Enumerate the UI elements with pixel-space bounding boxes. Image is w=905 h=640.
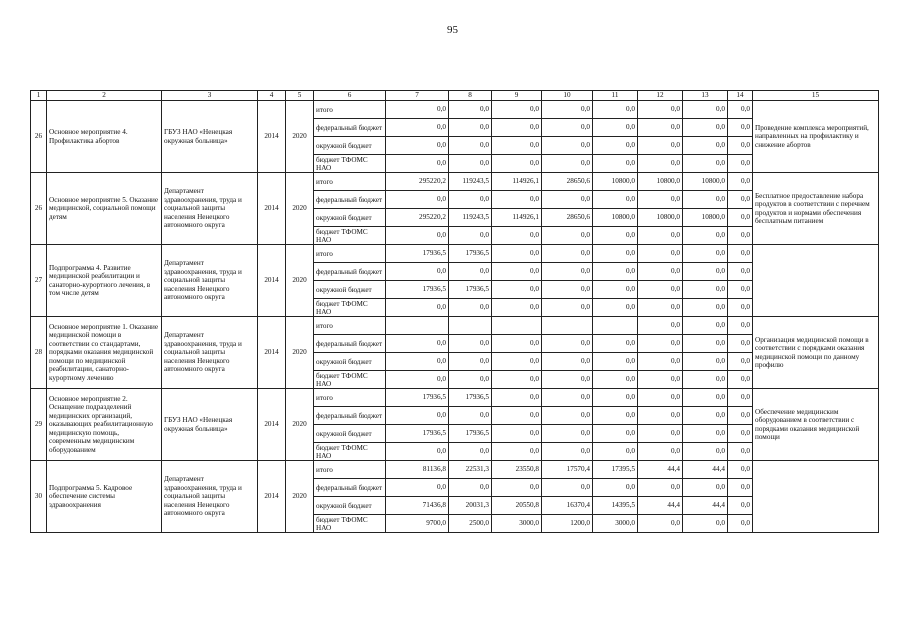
amount-cell: 0,0 xyxy=(638,335,683,353)
amount-cell: 0,0 xyxy=(683,299,728,317)
start-year: 2014 xyxy=(258,101,286,173)
amount-cell: 295220,2 xyxy=(386,173,449,191)
table-row xyxy=(31,101,879,119)
row-number: 26 xyxy=(31,173,47,245)
amount-cell xyxy=(542,317,593,335)
funding-source: бюджет ТФОМС НАО xyxy=(314,299,386,317)
expected-result: Организация медицинской помощи в соответствии с порядками оказания медицинской помощи по данному профилю xyxy=(753,317,879,389)
table-row xyxy=(31,173,879,191)
amount-cell: 0,0 xyxy=(542,443,593,461)
amount-cell: 0,0 xyxy=(728,335,753,353)
amount-cell: 0,0 xyxy=(638,155,683,173)
amount-cell: 0,0 xyxy=(593,281,638,299)
amount-cell: 295220,2 xyxy=(386,209,449,227)
amount-cell: 0,0 xyxy=(542,119,593,137)
funding-source: итого xyxy=(314,461,386,479)
amount-cell: 0,0 xyxy=(542,227,593,245)
amount-cell: 0,0 xyxy=(683,515,728,533)
amount-cell: 0,0 xyxy=(492,425,542,443)
funding-source: окружной бюджет xyxy=(314,425,386,443)
program-table xyxy=(30,90,879,533)
column-header-11: 11 xyxy=(593,91,638,101)
start-year: 2014 xyxy=(258,461,286,533)
table-row xyxy=(31,389,879,407)
amount-cell: 0,0 xyxy=(683,407,728,425)
expected-result xyxy=(753,245,879,317)
amount-cell: 0,0 xyxy=(542,299,593,317)
column-header-14: 14 xyxy=(728,91,753,101)
amount-cell: 0,0 xyxy=(728,461,753,479)
start-year: 2014 xyxy=(258,245,286,317)
amount-cell: 71436,8 xyxy=(386,497,449,515)
executor: Департамент здравоохранения, труда и социальной защиты населения Ненецкого автономного округа xyxy=(162,173,258,245)
amount-cell: 0,0 xyxy=(492,101,542,119)
amount-cell: 0,0 xyxy=(638,353,683,371)
executor: Департамент здравоохранения, труда и социальной защиты населения Ненецкого автономного округа xyxy=(162,245,258,317)
amount-cell: 0,0 xyxy=(728,317,753,335)
amount-cell: 0,0 xyxy=(638,407,683,425)
amount-cell: 0,0 xyxy=(638,443,683,461)
amount-cell: 0,0 xyxy=(638,299,683,317)
amount-cell: 114926,1 xyxy=(492,209,542,227)
funding-source: федеральный бюджет xyxy=(314,263,386,281)
amount-cell: 0,0 xyxy=(386,371,449,389)
amount-cell: 0,0 xyxy=(492,407,542,425)
amount-cell: 0,0 xyxy=(683,137,728,155)
executor: Департамент здравоохранения, труда и социальной защиты населения Ненецкого автономного округа xyxy=(162,317,258,389)
amount-cell: 0,0 xyxy=(638,191,683,209)
amount-cell: 0,0 xyxy=(638,479,683,497)
amount-cell: 0,0 xyxy=(728,515,753,533)
amount-cell: 0,0 xyxy=(638,281,683,299)
amount-cell: 14395,5 xyxy=(593,497,638,515)
executor: Департамент здравоохранения, труда и социальной защиты населения Ненецкого автономного округа xyxy=(162,461,258,533)
amount-cell: 10800,0 xyxy=(683,173,728,191)
amount-cell: 23550,8 xyxy=(492,461,542,479)
amount-cell: 0,0 xyxy=(386,137,449,155)
amount-cell: 0,0 xyxy=(683,389,728,407)
amount-cell: 0,0 xyxy=(728,371,753,389)
amount-cell: 17936,5 xyxy=(449,389,492,407)
amount-cell: 0,0 xyxy=(386,407,449,425)
amount-cell: 0,0 xyxy=(386,353,449,371)
amount-cell: 0,0 xyxy=(449,299,492,317)
column-header-4: 4 xyxy=(258,91,286,101)
amount-cell: 44,4 xyxy=(638,461,683,479)
amount-cell: 0,0 xyxy=(492,263,542,281)
amount-cell: 0,0 xyxy=(449,263,492,281)
expected-result: Бесплатное предоставление набора продуктов в соответствии с перечнем продуктов и нормами обеспечения бесплатным питанием xyxy=(753,173,879,245)
expected-result: Обеспечение медицинским оборудованием в соответствии с порядками оказания медицинской помощи xyxy=(753,389,879,461)
end-year: 2020 xyxy=(286,461,314,533)
amount-cell: 0,0 xyxy=(728,173,753,191)
executor: ГБУЗ НАО «Ненецкая окружная больница» xyxy=(162,389,258,461)
funding-source: окружной бюджет xyxy=(314,497,386,515)
amount-cell: 17936,5 xyxy=(386,425,449,443)
amount-cell: 28650,6 xyxy=(542,209,593,227)
amount-cell: 0,0 xyxy=(542,137,593,155)
amount-cell: 3000,0 xyxy=(492,515,542,533)
end-year: 2020 xyxy=(286,317,314,389)
amount-cell: 0,0 xyxy=(449,227,492,245)
amount-cell: 3000,0 xyxy=(593,515,638,533)
amount-cell: 0,0 xyxy=(593,443,638,461)
amount-cell: 0,0 xyxy=(728,389,753,407)
amount-cell: 0,0 xyxy=(386,191,449,209)
start-year: 2014 xyxy=(258,173,286,245)
row-number: 28 xyxy=(31,317,47,389)
amount-cell: 0,0 xyxy=(593,119,638,137)
amount-cell: 0,0 xyxy=(593,137,638,155)
amount-cell: 0,0 xyxy=(492,281,542,299)
end-year: 2020 xyxy=(286,245,314,317)
amount-cell: 0,0 xyxy=(593,245,638,263)
funding-source: итого xyxy=(314,173,386,191)
start-year: 2014 xyxy=(258,389,286,461)
amount-cell: 0,0 xyxy=(683,371,728,389)
amount-cell: 0,0 xyxy=(683,119,728,137)
amount-cell: 0,0 xyxy=(386,101,449,119)
amount-cell: 0,0 xyxy=(449,335,492,353)
amount-cell: 0,0 xyxy=(542,101,593,119)
amount-cell: 0,0 xyxy=(593,407,638,425)
amount-cell: 0,0 xyxy=(728,119,753,137)
amount-cell: 0,0 xyxy=(638,245,683,263)
amount-cell: 0,0 xyxy=(593,335,638,353)
column-header-2: 2 xyxy=(47,91,162,101)
amount-cell: 16370,4 xyxy=(542,497,593,515)
amount-cell: 0,0 xyxy=(449,443,492,461)
amount-cell: 20550,8 xyxy=(492,497,542,515)
activity-name: Подпрограмма 5. Кадровое обеспечение системы здравоохранения xyxy=(47,461,162,533)
amount-cell: 0,0 xyxy=(638,263,683,281)
amount-cell: 0,0 xyxy=(728,209,753,227)
funding-source: окружной бюджет xyxy=(314,281,386,299)
row-number: 26 xyxy=(31,101,47,173)
amount-cell: 0,0 xyxy=(683,263,728,281)
amount-cell: 119243,5 xyxy=(449,173,492,191)
amount-cell xyxy=(386,317,449,335)
funding-source: федеральный бюджет xyxy=(314,479,386,497)
amount-cell: 0,0 xyxy=(683,281,728,299)
amount-cell: 0,0 xyxy=(728,227,753,245)
amount-cell: 0,0 xyxy=(683,155,728,173)
funding-source: итого xyxy=(314,317,386,335)
column-header-1: 1 xyxy=(31,91,47,101)
amount-cell: 0,0 xyxy=(542,155,593,173)
funding-source: окружной бюджет xyxy=(314,209,386,227)
amount-cell: 0,0 xyxy=(593,155,638,173)
amount-cell: 0,0 xyxy=(449,191,492,209)
activity-name: Основное мероприятие 2. Оснащение подразделений медицинских организаций, оказывающих реабилитационную медицинскую помощь, современным медицинским оборудованием xyxy=(47,389,162,461)
amount-cell: 0,0 xyxy=(728,407,753,425)
amount-cell: 0,0 xyxy=(542,191,593,209)
amount-cell: 0,0 xyxy=(492,299,542,317)
amount-cell: 0,0 xyxy=(728,155,753,173)
funding-source: итого xyxy=(314,101,386,119)
amount-cell: 0,0 xyxy=(449,119,492,137)
amount-cell: 10800,0 xyxy=(638,209,683,227)
amount-cell: 0,0 xyxy=(683,425,728,443)
expected-result xyxy=(753,461,879,533)
activity-name: Основное мероприятие 4. Профилактика абортов xyxy=(47,101,162,173)
amount-cell: 0,0 xyxy=(386,263,449,281)
amount-cell: 0,0 xyxy=(683,101,728,119)
executor: ГБУЗ НАО «Ненецкая окружная больница» xyxy=(162,101,258,173)
amount-cell xyxy=(593,317,638,335)
amount-cell: 0,0 xyxy=(449,353,492,371)
row-number: 30 xyxy=(31,461,47,533)
column-header-6: 6 xyxy=(314,91,386,101)
amount-cell: 28650,6 xyxy=(542,173,593,191)
amount-cell: 17570,4 xyxy=(542,461,593,479)
table-row xyxy=(31,245,879,263)
amount-cell: 20031,3 xyxy=(449,497,492,515)
funding-source: федеральный бюджет xyxy=(314,335,386,353)
amount-cell: 0,0 xyxy=(386,443,449,461)
amount-cell: 0,0 xyxy=(386,119,449,137)
amount-cell: 0,0 xyxy=(386,299,449,317)
end-year: 2020 xyxy=(286,173,314,245)
table-row xyxy=(31,461,879,479)
amount-cell: 0,0 xyxy=(683,353,728,371)
amount-cell: 17395,5 xyxy=(593,461,638,479)
funding-source: бюджет ТФОМС НАО xyxy=(314,443,386,461)
funding-source: итого xyxy=(314,245,386,263)
amount-cell: 114926,1 xyxy=(492,173,542,191)
amount-cell: 22531,3 xyxy=(449,461,492,479)
amount-cell: 0,0 xyxy=(683,335,728,353)
amount-cell: 0,0 xyxy=(593,425,638,443)
amount-cell: 0,0 xyxy=(492,155,542,173)
amount-cell: 0,0 xyxy=(638,119,683,137)
amount-cell: 0,0 xyxy=(728,353,753,371)
amount-cell: 0,0 xyxy=(683,227,728,245)
amount-cell: 0,0 xyxy=(593,101,638,119)
column-header-15: 15 xyxy=(753,91,879,101)
amount-cell: 0,0 xyxy=(492,191,542,209)
amount-cell: 0,0 xyxy=(542,371,593,389)
column-header-8: 8 xyxy=(449,91,492,101)
funding-source: окружной бюджет xyxy=(314,137,386,155)
amount-cell: 0,0 xyxy=(542,353,593,371)
amount-cell: 2500,0 xyxy=(449,515,492,533)
amount-cell: 17936,5 xyxy=(449,245,492,263)
column-header-10: 10 xyxy=(542,91,593,101)
column-header-7: 7 xyxy=(386,91,449,101)
amount-cell: 0,0 xyxy=(449,155,492,173)
amount-cell: 17936,5 xyxy=(386,281,449,299)
amount-cell: 0,0 xyxy=(593,479,638,497)
amount-cell: 0,0 xyxy=(728,497,753,515)
amount-cell: 9700,0 xyxy=(386,515,449,533)
column-header-5: 5 xyxy=(286,91,314,101)
amount-cell: 0,0 xyxy=(593,227,638,245)
page-number: 95 xyxy=(447,24,458,36)
amount-cell: 17936,5 xyxy=(386,389,449,407)
amount-cell: 10800,0 xyxy=(593,209,638,227)
amount-cell: 0,0 xyxy=(638,389,683,407)
amount-cell: 0,0 xyxy=(683,443,728,461)
amount-cell: 0,0 xyxy=(386,479,449,497)
amount-cell: 0,0 xyxy=(728,101,753,119)
amount-cell: 0,0 xyxy=(728,479,753,497)
funding-source: федеральный бюджет xyxy=(314,191,386,209)
amount-cell: 44,4 xyxy=(683,461,728,479)
amount-cell: 0,0 xyxy=(638,137,683,155)
amount-cell: 0,0 xyxy=(542,407,593,425)
funding-source: бюджет ТФОМС НАО xyxy=(314,515,386,533)
amount-cell: 0,0 xyxy=(683,317,728,335)
amount-cell: 17936,5 xyxy=(449,425,492,443)
amount-cell: 119243,5 xyxy=(449,209,492,227)
amount-cell: 10800,0 xyxy=(593,173,638,191)
amount-cell: 44,4 xyxy=(683,497,728,515)
amount-cell: 0,0 xyxy=(683,191,728,209)
activity-name: Основное мероприятие 5. Оказание медицинской, социальной помощи детям xyxy=(47,173,162,245)
amount-cell: 0,0 xyxy=(492,137,542,155)
amount-cell: 0,0 xyxy=(449,371,492,389)
amount-cell: 0,0 xyxy=(449,101,492,119)
amount-cell: 0,0 xyxy=(593,389,638,407)
amount-cell: 0,0 xyxy=(492,119,542,137)
amount-cell: 0,0 xyxy=(542,263,593,281)
column-header-12: 12 xyxy=(638,91,683,101)
column-header-13: 13 xyxy=(683,91,728,101)
amount-cell: 0,0 xyxy=(492,389,542,407)
expected-result: Проведение комплекса мероприятий, направленных на профилактику и снижение абортов xyxy=(753,101,879,173)
amount-cell: 0,0 xyxy=(492,479,542,497)
amount-cell: 44,4 xyxy=(638,497,683,515)
amount-cell: 0,0 xyxy=(638,317,683,335)
amount-cell: 0,0 xyxy=(492,227,542,245)
amount-cell: 0,0 xyxy=(386,155,449,173)
amount-cell: 0,0 xyxy=(728,263,753,281)
activity-name: Основное мероприятие 1. Оказание медицинской помощи в соответствии со стандартами, порядками оказания медицинской помощи по медицинской реабилитации, санаторно-курортному лечению xyxy=(47,317,162,389)
amount-cell: 0,0 xyxy=(593,299,638,317)
amount-cell: 0,0 xyxy=(683,245,728,263)
amount-cell: 0,0 xyxy=(492,353,542,371)
amount-cell: 0,0 xyxy=(593,263,638,281)
activity-name: Подпрограмма 4. Развитие медицинской реабилитации и санаторно-курортного лечения, в том числе детям xyxy=(47,245,162,317)
header-row xyxy=(31,91,879,101)
amount-cell: 0,0 xyxy=(542,245,593,263)
amount-cell: 0,0 xyxy=(542,281,593,299)
column-header-3: 3 xyxy=(162,91,258,101)
amount-cell: 0,0 xyxy=(542,425,593,443)
funding-source: окружной бюджет xyxy=(314,353,386,371)
funding-source: бюджет ТФОМС НАО xyxy=(314,155,386,173)
amount-cell: 0,0 xyxy=(449,407,492,425)
amount-cell: 0,0 xyxy=(728,425,753,443)
funding-source: бюджет ТФОМС НАО xyxy=(314,227,386,245)
column-header-9: 9 xyxy=(492,91,542,101)
end-year: 2020 xyxy=(286,389,314,461)
amount-cell: 0,0 xyxy=(449,479,492,497)
amount-cell: 0,0 xyxy=(593,353,638,371)
amount-cell: 0,0 xyxy=(593,371,638,389)
amount-cell: 0,0 xyxy=(593,191,638,209)
amount-cell: 0,0 xyxy=(638,425,683,443)
amount-cell: 0,0 xyxy=(728,137,753,155)
amount-cell: 0,0 xyxy=(492,371,542,389)
amount-cell: 0,0 xyxy=(492,335,542,353)
amount-cell: 10800,0 xyxy=(638,173,683,191)
amount-cell: 10800,0 xyxy=(683,209,728,227)
end-year: 2020 xyxy=(286,101,314,173)
row-number: 27 xyxy=(31,245,47,317)
funding-source: итого xyxy=(314,389,386,407)
amount-cell: 0,0 xyxy=(728,191,753,209)
amount-cell: 81136,8 xyxy=(386,461,449,479)
amount-cell: 17936,5 xyxy=(386,245,449,263)
funding-source: бюджет ТФОМС НАО xyxy=(314,371,386,389)
amount-cell xyxy=(449,317,492,335)
amount-cell: 0,0 xyxy=(542,479,593,497)
amount-cell: 0,0 xyxy=(728,299,753,317)
amount-cell: 0,0 xyxy=(492,443,542,461)
amount-cell: 17936,5 xyxy=(449,281,492,299)
amount-cell: 0,0 xyxy=(386,335,449,353)
amount-cell xyxy=(492,317,542,335)
amount-cell: 0,0 xyxy=(728,443,753,461)
amount-cell: 0,0 xyxy=(683,479,728,497)
amount-cell: 0,0 xyxy=(386,227,449,245)
start-year: 2014 xyxy=(258,317,286,389)
row-number: 29 xyxy=(31,389,47,461)
amount-cell: 0,0 xyxy=(728,281,753,299)
table-row xyxy=(31,317,879,335)
amount-cell: 0,0 xyxy=(638,515,683,533)
amount-cell: 0,0 xyxy=(638,101,683,119)
amount-cell: 0,0 xyxy=(492,245,542,263)
funding-source: федеральный бюджет xyxy=(314,119,386,137)
amount-cell: 0,0 xyxy=(638,371,683,389)
amount-cell: 0,0 xyxy=(449,137,492,155)
amount-cell: 1200,0 xyxy=(542,515,593,533)
amount-cell: 0,0 xyxy=(638,227,683,245)
amount-cell: 0,0 xyxy=(542,389,593,407)
amount-cell: 0,0 xyxy=(728,245,753,263)
funding-source: федеральный бюджет xyxy=(314,407,386,425)
amount-cell: 0,0 xyxy=(542,335,593,353)
